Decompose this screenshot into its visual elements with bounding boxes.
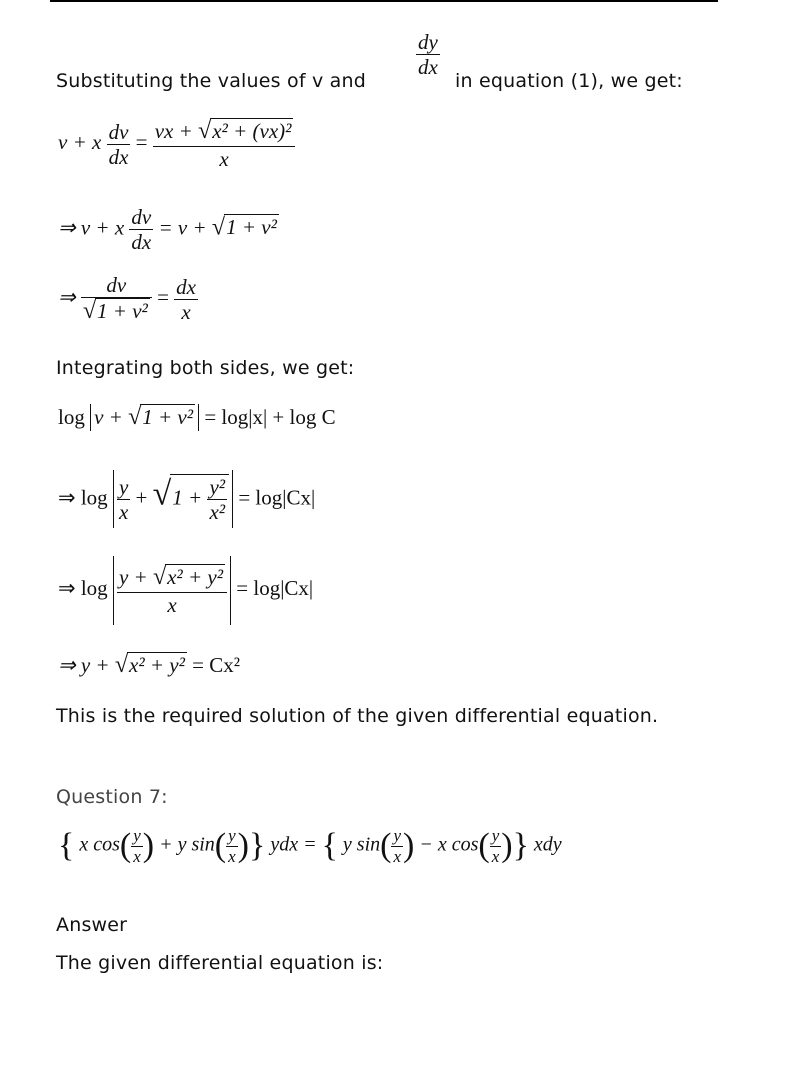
in-equation-text: in equation (1), we get: bbox=[455, 70, 683, 92]
eq7-rhs: = Cx² bbox=[192, 653, 241, 677]
q-x-3: x bbox=[393, 846, 401, 866]
eq7-prefix: ⇒ y + bbox=[58, 653, 115, 677]
equation-6: ⇒ log $\frac{\text{y + √x² + y²}}{x}$ = log|Cx| bbox=[58, 556, 313, 625]
equation-4: log v + √1 + v² = log|x| + log C bbox=[58, 404, 336, 430]
q-x-4: x bbox=[491, 846, 500, 866]
eq1-den: x bbox=[219, 146, 229, 171]
eq5-y: y bbox=[118, 475, 129, 499]
eq6-num-a: y + bbox=[118, 565, 153, 589]
q-left: x cos bbox=[79, 833, 120, 856]
question-7-equation: { x cos( $\frac{y}{x}$ ) + y sin( $\frac{y}{x}$ )} ydx = { y sin( $\frac{y}{x}$ ) − x cos( $\frac{y}{x}$ )} xdy bbox=[58, 826, 562, 866]
eq4-log: log bbox=[58, 405, 85, 429]
substituting-text: Substituting the values of v and bbox=[56, 70, 366, 92]
q-minus: − x cos bbox=[419, 833, 479, 856]
q-xdy: xdy bbox=[533, 833, 562, 856]
eq2-prefix: ⇒ v + x bbox=[58, 215, 125, 240]
frac-num: dy bbox=[418, 30, 438, 54]
top-rule bbox=[50, 0, 718, 2]
equation-1: v + x $\frac{dv}{dx}$ = $\frac{\text{vx + √x² + (vx)²}}{x}$ bbox=[58, 118, 295, 171]
eq1-dx: dx bbox=[108, 144, 129, 169]
q-plus: + y sin bbox=[159, 833, 215, 856]
eq3-rden: x bbox=[181, 299, 191, 324]
required-solution-text: This is the required solution of the given differential equation. bbox=[56, 705, 659, 727]
eq3-prefix: ⇒ bbox=[58, 285, 76, 310]
eq3-rnum: dx bbox=[176, 274, 196, 299]
q-y-2: y bbox=[228, 826, 236, 845]
q-ysin: y sin bbox=[342, 833, 381, 856]
eq6-num-b: x² + y² bbox=[167, 565, 224, 589]
question-heading: Question 7: bbox=[56, 786, 168, 808]
eq1-num-b: x² + (vx)² bbox=[212, 119, 292, 143]
eq5-rhs: = log|Cx| bbox=[238, 485, 316, 510]
eq5-prefix: ⇒ log bbox=[58, 485, 108, 510]
eq2-dv: dv bbox=[131, 205, 152, 229]
eq1-num-a: vx + bbox=[154, 119, 199, 143]
eq5-y2: y² bbox=[209, 475, 226, 499]
eq4-in-a: v + bbox=[94, 405, 129, 429]
q-y-1: y bbox=[133, 826, 141, 845]
integrating-text: Integrating both sides, we get: bbox=[56, 357, 355, 379]
q-y-3: y bbox=[393, 826, 401, 845]
eq6-rhs: = log|Cx| bbox=[236, 576, 314, 601]
equation-5: ⇒ log $\frac{y}{x}$ + √1 + $\frac{\text{y²}}{\text{x²}}$ = log|Cx| bbox=[58, 470, 315, 528]
q-y-4: y bbox=[491, 826, 500, 845]
eq4-rhs: = log|x| + log C bbox=[204, 405, 336, 429]
eq6-prefix: ⇒ log bbox=[58, 576, 108, 601]
eq1-dv: dv bbox=[108, 119, 129, 144]
eq7-root: x² + y² bbox=[129, 653, 185, 677]
eq2-rhs-b: 1 + v² bbox=[226, 215, 277, 240]
eq1-lhs: v + x bbox=[58, 130, 102, 155]
equation-7: ⇒ y + √x² + y² = Cx² bbox=[58, 652, 241, 678]
eq3-num: dv bbox=[81, 273, 152, 298]
q-ydx: ydx = bbox=[270, 833, 317, 856]
eq3-den: 1 + v² bbox=[97, 299, 148, 324]
q-x-1: x bbox=[133, 846, 141, 866]
eq4-in-b: 1 + v² bbox=[142, 405, 194, 429]
answer-label: Answer bbox=[56, 914, 128, 936]
eq5-root-a: 1 + bbox=[172, 485, 208, 510]
given-equation-text: The given differential equation is: bbox=[56, 952, 384, 974]
eq5-x: x bbox=[118, 500, 129, 525]
eq5-plus: + bbox=[135, 485, 148, 510]
eq2-dx: dx bbox=[131, 230, 152, 255]
dy-dx-fraction bbox=[416, 30, 440, 79]
eq2-rhs-a: = v + bbox=[158, 215, 212, 240]
eq5-x2: x² bbox=[209, 500, 226, 525]
equation-3: ⇒ $\frac{dv}{\text{√1 + v²}}$ = $\frac{dx}{x}$ bbox=[58, 273, 196, 325]
q-x-2: x bbox=[228, 846, 236, 866]
eq6-den: x bbox=[167, 592, 177, 617]
frac-den: dx bbox=[418, 55, 438, 80]
equation-2: ⇒ v + x $\frac{dv}{dx}$ = v + √1 + v² bbox=[58, 205, 277, 255]
